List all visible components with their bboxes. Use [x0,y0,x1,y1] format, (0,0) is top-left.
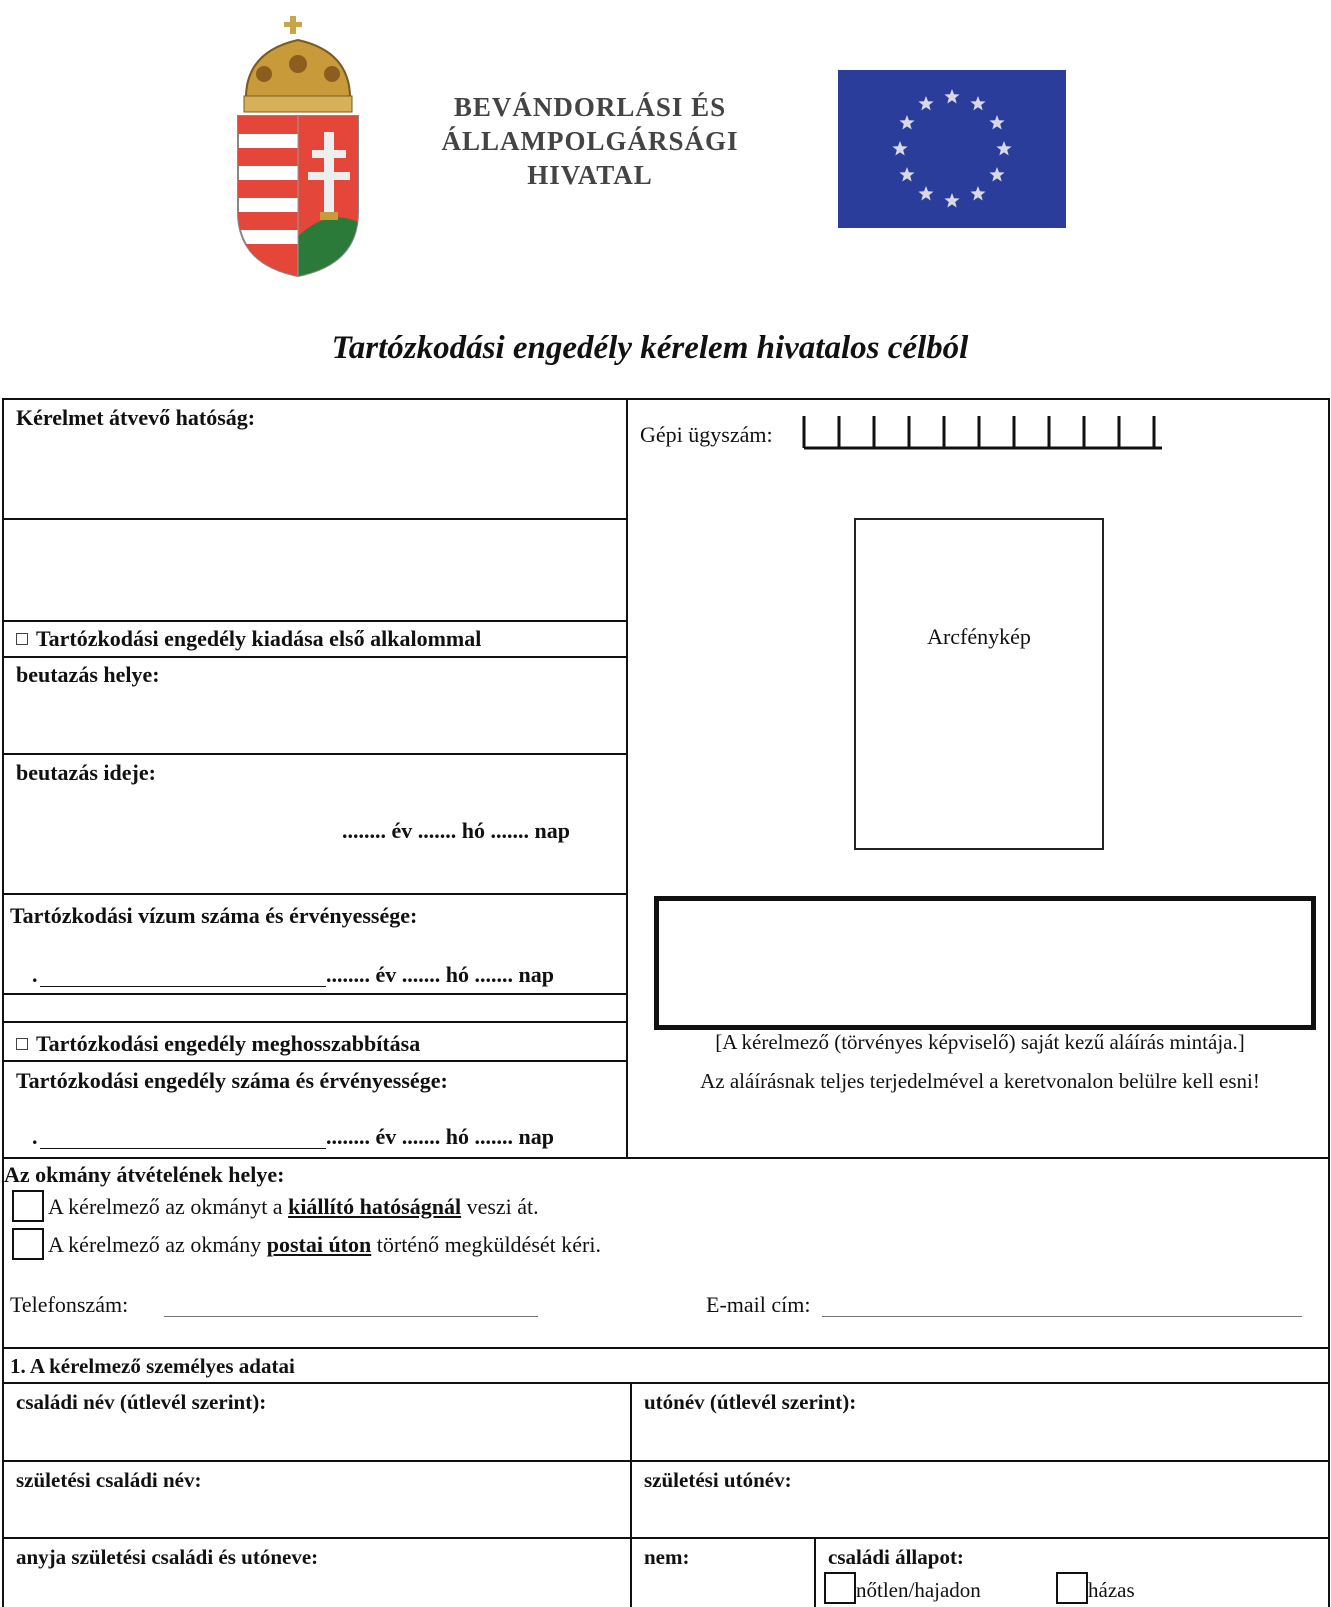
extension-checkbox[interactable] [16,1038,28,1050]
section1-heading: 1. A kérelmező személyes adatai [10,1354,295,1378]
pickup-opt2-pre: A kérelmező az okmány [48,1232,262,1257]
visa-number-field[interactable]: . [32,962,38,987]
signature-note: Az aláírásnak teljes terjedelmével a keretvonalon belülre kell esni! [700,1069,1260,1093]
visa-label: Tartózkodási vízum száma és érvényessége: [10,903,418,928]
eu-star-icon [944,193,959,208]
visa-date-field[interactable]: ........ év ....... hó ....... nap [326,962,554,987]
rule [2,993,626,995]
rule [2,620,626,622]
pickup-authority-option [48,1194,539,1220]
agency-name [430,90,750,192]
rule [630,1382,632,1607]
eu-star-icon [899,115,914,130]
marital-status-label: családi állapot: [828,1545,964,1569]
agency-line-1: BEVÁNDORLÁSI ÉS [453,92,727,122]
rule [2,753,626,755]
eu-star-icon [918,96,933,110]
rule [2,1021,626,1023]
signature-box[interactable] [654,896,1316,1030]
eu-star-icon [944,89,959,104]
rule [2,1060,626,1062]
permit-number-line [40,1148,326,1149]
case-number-boxes[interactable] [802,416,1162,452]
pickup-authority-checkbox[interactable] [12,1190,44,1222]
single-label: nőtlen/hajadon [856,1578,981,1602]
rule [2,1460,1330,1462]
pickup-opt1-emphasis: kiállító hatóságnál [288,1194,462,1219]
eu-star-icon [918,186,933,201]
family-name-label: családi név (útlevél szerint): [16,1390,267,1414]
phone-field[interactable] [164,1316,538,1317]
frame-right [1328,398,1330,1607]
agency-line-3: HIVATAL [527,160,653,190]
receiving-authority-label: Kérelmet átvevő hatóság: [16,405,256,430]
first-issue-label: Tartózkodási engedély kiadása első alkalommal [36,626,482,651]
case-number-cells [804,416,1162,448]
eu-star-icon [989,167,1004,182]
pickup-heading: Az okmány átvételének helye: [4,1162,285,1187]
case-number-label: Gépi ügyszám: [640,422,773,447]
single-checkbox[interactable] [824,1572,856,1604]
pickup-opt1-post: veszi át. [466,1194,539,1219]
phone-label: Telefonszám: [10,1292,129,1317]
married-label: házas [1088,1578,1135,1602]
permit-number-field[interactable]: . [32,1124,38,1149]
email-label: E-mail cím: [706,1292,811,1317]
visa-number-line [40,986,326,987]
pickup-post-option [48,1232,601,1258]
pickup-post-checkbox[interactable] [12,1228,44,1260]
rule [2,893,626,895]
entry-place-label: beutazás helye: [16,662,160,687]
entry-time-label: beutazás ideje: [16,760,156,785]
eu-star-icon [899,167,914,182]
birth-given-name-label: születési utónév: [644,1468,792,1492]
hungarian-coat-of-arms-icon [224,12,372,282]
signature-caption: [A kérelmező (törvényes képviselő) saját kezű aláírás mintája.] [715,1030,1245,1054]
eu-star-icon [892,141,907,156]
frame-left [2,398,4,1607]
entry-date-field[interactable]: ........ év ....... hó ....... nap [342,818,570,843]
permit-label: Tartózkodási engedély száma és érvényessége: [16,1068,448,1093]
pickup-opt2-emphasis: postai úton [266,1232,372,1257]
eu-star-icon [970,186,985,201]
agency-line-2: ÁLLAMPOLGÁRSÁGI [441,126,739,156]
extension-label: Tartózkodási engedély meghosszabbítása [36,1031,421,1056]
form-title: Tartózkodási engedély kérelem hivatalos célból [331,330,969,366]
rule [2,656,626,658]
rule [2,518,626,520]
sex-label: nem: [644,1545,690,1569]
eu-star-icon [970,96,985,110]
photo-label: Arcfénykép [927,624,1031,649]
birth-family-name-label: születési családi név: [16,1468,202,1492]
extension-option[interactable] [16,1031,420,1057]
eu-flag-icon [838,70,1066,228]
frame-top [2,398,1330,400]
first-issue-checkbox[interactable] [16,633,28,645]
pickup-opt2-post: történő megküldését kéri. [376,1232,601,1257]
photo-box [854,518,1104,850]
given-name-label: utónév (útlevél szerint): [644,1390,857,1414]
top-divider [626,398,628,1158]
permit-date-field[interactable]: ........ év ....... hó ....... nap [326,1124,554,1149]
eu-star-icon [989,115,1004,130]
pickup-opt1-pre: A kérelmező az okmányt a [48,1194,283,1219]
rule [814,1537,816,1607]
rule [2,1347,1330,1349]
rule [2,1382,1330,1384]
email-field[interactable] [822,1316,1302,1317]
eu-star-icon [996,141,1011,156]
rule [2,1157,1330,1159]
married-checkbox[interactable] [1056,1572,1088,1604]
mother-name-label: anyja születési családi és utóneve: [16,1545,319,1569]
rule [2,1537,1330,1539]
first-issue-option[interactable] [16,626,481,652]
